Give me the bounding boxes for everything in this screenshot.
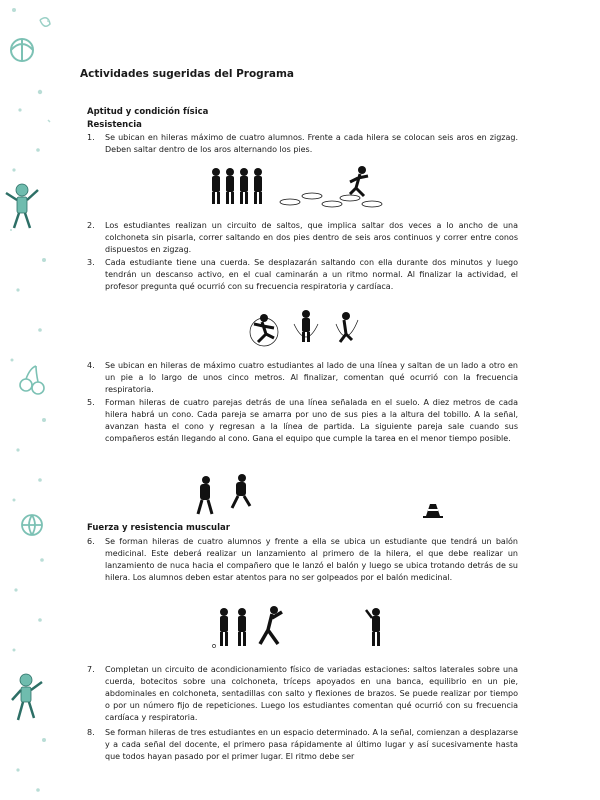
- list-item-number: 7.: [87, 665, 95, 674]
- hoop-icon: [322, 201, 342, 207]
- illustration-pairs-cone: [190, 474, 450, 520]
- hoop-icon: [362, 201, 382, 207]
- child-figure-icon: [6, 184, 38, 228]
- page-title: Actividades sugeridas del Programa: [80, 68, 294, 80]
- child-silhouette-icon: [220, 608, 228, 646]
- child-silhouette-icon: [254, 168, 262, 204]
- hoop-icon: [280, 199, 300, 205]
- child-silhouette-icon: [240, 168, 248, 204]
- list-item-5: [87, 397, 518, 445]
- list-item-number: 8.: [87, 728, 95, 737]
- illustration-medicine-ball: [210, 606, 400, 652]
- child-silhouette-icon: [238, 608, 246, 646]
- catching-child-icon: [366, 608, 380, 646]
- hoop-icon: [302, 193, 322, 199]
- subsection-heading-resistencia: Resistencia: [87, 120, 142, 130]
- list-item-6: [87, 536, 518, 584]
- cherries-icon: [20, 366, 44, 394]
- section-heading-aptitud: Aptitud y condición física: [87, 107, 209, 117]
- illustration-jump-rope: [248, 310, 368, 350]
- section-heading-fuerza: Fuerza y resistencia muscular: [87, 523, 230, 533]
- list-item-number: 1.: [87, 133, 95, 142]
- list-item-number: 3.: [87, 258, 95, 267]
- list-item-text: Se forman hileras de cuatro alumnos y frente a ella se ubica un estudiante que tendrá un balón medicinal. Este deberá realizar un lanzamiento al primero de la hilera, el que debe realizar un lanzamiento de nuca hacia el compañero que le lanzó el balón y luego se ubica trotando detrás de su hilera. Los alumnos deben estar atentos para no ser golpeados por el balón medicinal.: [105, 537, 518, 582]
- list-item-2: [87, 220, 518, 256]
- list-item-number: 4.: [87, 361, 95, 370]
- child-silhouette-icon: [226, 168, 234, 204]
- medicine-ball-icon: [212, 644, 215, 647]
- jump-rope-child-icon: [340, 312, 352, 342]
- list-item-text: Se ubican en hileras máximo de cuatro alumnos. Frente a cada hilera se colocan seis aros en zigzag. Deben saltar dentro de los aros alternando los pies.: [105, 133, 518, 154]
- list-item-number: 6.: [87, 537, 95, 546]
- cone-icon: [423, 504, 443, 518]
- ball-icon: [22, 515, 42, 535]
- list-item-text: Se forman hileras de tres estudiantes en un espacio determinado. A la señal, comienzan a desplazarse y a cada señal del docente, el primero pasa rápidamente al último lugar y así sucesivamente hasta que todos hayan pasado por el primer lugar. El ritmo debe ser: [105, 728, 518, 761]
- jumping-child-icon: [350, 166, 368, 196]
- child-silhouette-icon: [212, 168, 220, 204]
- decorative-sidebar: [0, 0, 60, 800]
- list-item-number: 2.: [87, 221, 95, 230]
- running-pair-icon: [232, 474, 250, 508]
- list-item-3: [87, 257, 518, 293]
- list-item-text: Se ubican en hileras de máximo cuatro estudiantes al lado de una línea y saltan de un lado a otro en un pie a lo largo de unos cinco metros. Al finalizar, comentan qué ocurrió con la frecuencia respiratoria.: [105, 361, 518, 394]
- list-item-text: Forman hileras de cuatro parejas detrás de una línea señalada en el suelo. A diez metros de cada hilera habrá un cono. Cada pareja se amarra por uno de sus pies a la altura del tobillo. A la señal, avanzan hasta el cono y regresan a la línea de partida. La siguiente pareja sale cuando sus compañeros están llegando al cono. Gana el equipo que cumple la tarea en el menor tiempo posible.: [105, 398, 518, 443]
- list-item-4: [87, 360, 518, 396]
- illustration-hoops-zigzag: [200, 164, 390, 212]
- sport-ball-icon: [11, 39, 33, 61]
- running-pair-icon: [198, 476, 212, 514]
- list-item-text: Completan un circuito de acondicionamiento físico de variadas estaciones: saltos laterales sobre una cuerda, botecitos sobre una colchoneta, tríceps apoyados en una banca, equilibrio en un pie, abdominales en colchoneta, sentadillas con salto y flexiones de brazos. Se puede realizar por tiempo o por un número fijo de repeticiones. Luego los estudiantes comentan qué ocurrió con su frecuencia cardíaca y respiratoria.: [105, 665, 518, 722]
- child-figure-icon-2: [12, 674, 42, 720]
- throwing-child-icon: [260, 606, 282, 644]
- list-item-text: Cada estudiante tiene una cuerda. Se desplazarán saltando con ella durante dos minutos y luego tendrán un descanso activo, en el cual caminarán a un ritmo normal. Al finalizar la actividad, el profesor pregunta qué ocurrió con su frecuencia respiratoria y cardíaca.: [105, 258, 518, 291]
- list-item-number: 5.: [87, 398, 95, 407]
- list-item-8: [87, 727, 518, 763]
- list-item-1: [87, 132, 518, 156]
- hoop-icon: [340, 195, 360, 201]
- list-item-text: Los estudiantes realizan un circuito de saltos, que implica saltar dos veces a lo ancho de una colchoneta sin pisarla, correr saltando en dos pies dentro de seis aros continuos y correr entre conos dispuestos en zigzag.: [105, 221, 518, 254]
- list-item-7: [87, 664, 518, 724]
